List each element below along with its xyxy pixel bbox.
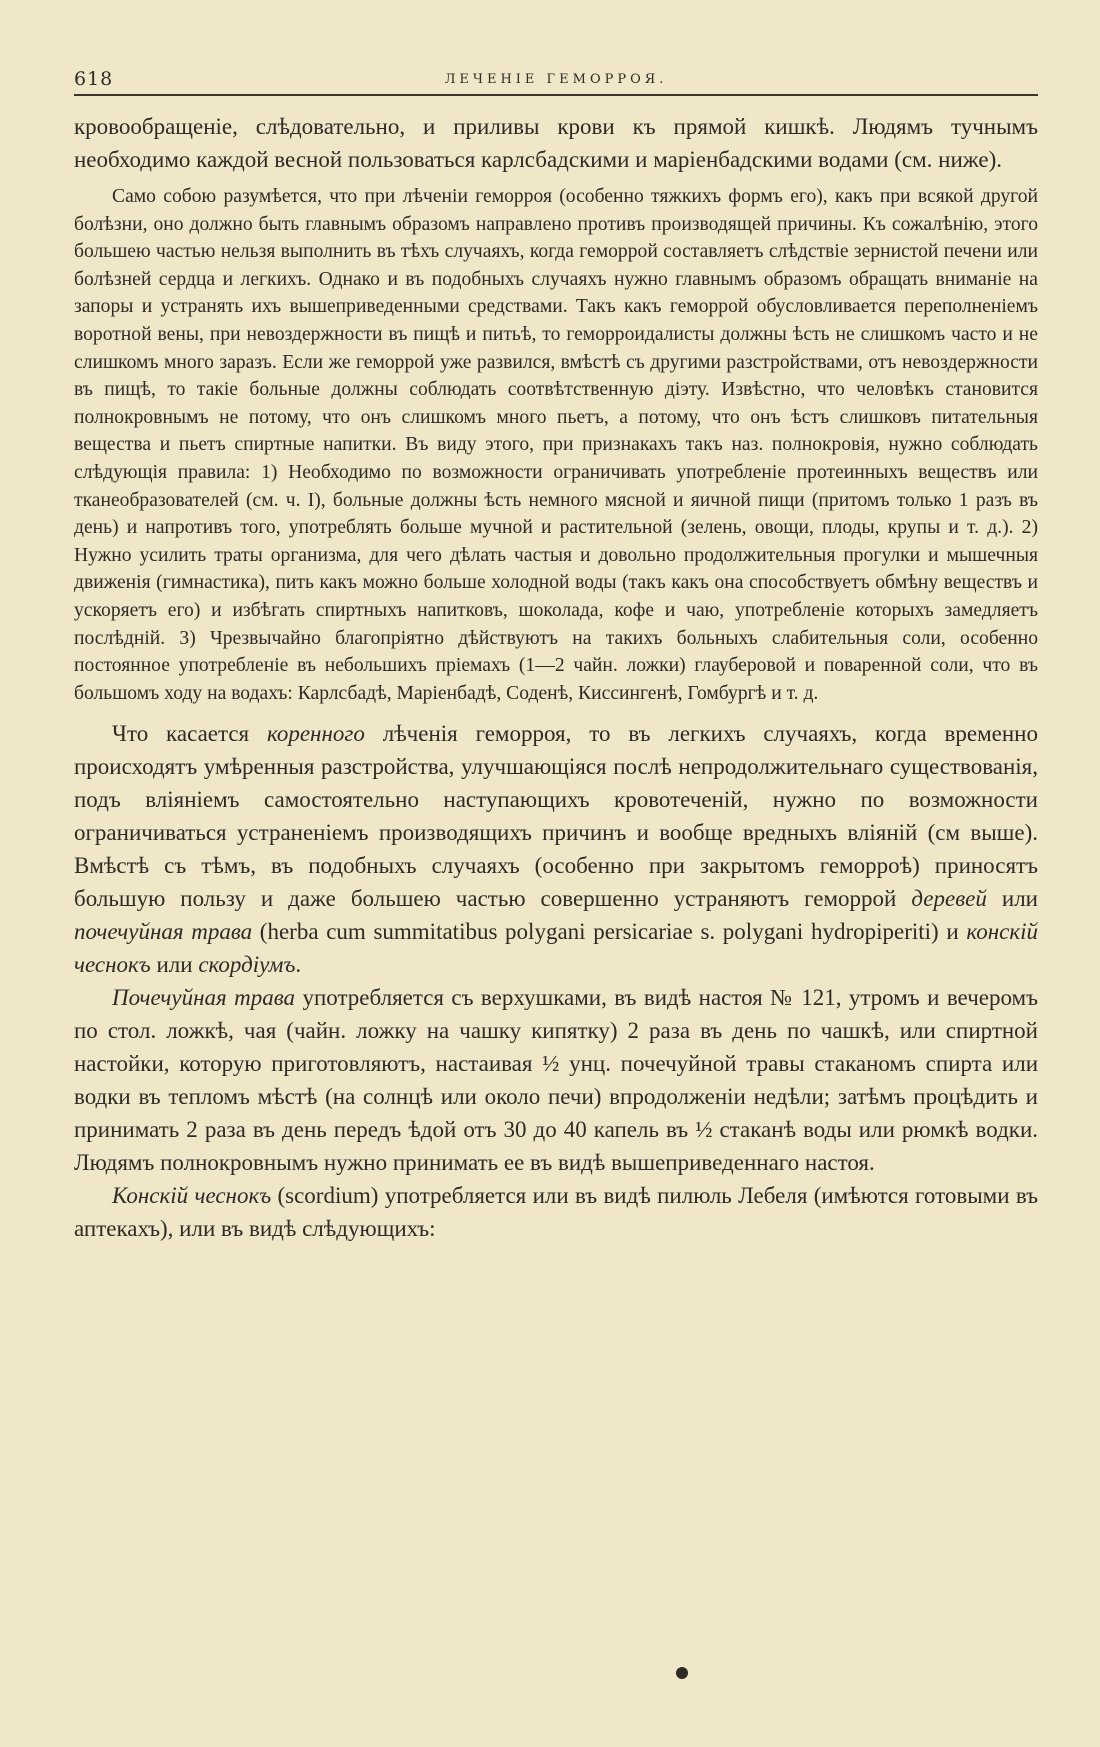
italic-term: Почечуйная трава — [112, 985, 296, 1011]
text-run: или — [150, 952, 199, 978]
italic-term: Конскій чеснокъ — [112, 1183, 272, 1209]
text-run: лѣченія геморроя, то въ легкихъ случаяхъ, когда временно происходятъ умѣренныя разстройства, улучшающіяся послѣ непродолжительнаго существованія, подъ вліяніемъ самостоятельно наступающихъ кровотеченій, нужно по возможности ограничиваться устраненіемъ производящихъ причинъ и вообще вредныхъ вліяній (см выше). Вмѣстѣ съ тѣмъ, въ подобныхъ случаяхъ (особенно при закрытомъ геморроѣ) приносятъ большую пользу и даже большею частью совершенно устраняютъ геморрой — [74, 721, 1038, 912]
paragraph-4 — [74, 981, 1038, 1179]
page-number: 618 — [74, 68, 114, 90]
ink-dot — [676, 1667, 688, 1679]
paragraph-1: кровообращеніе, слѣдовательно, и приливы крови къ прямой кишкѣ. Людямъ тучнымъ необходимо каждой весной пользоваться карлсбадскими и маріенбадскими водами (см. ниже). — [74, 114, 1038, 172]
paragraph-3 — [74, 717, 1038, 981]
italic-term: коренного — [266, 721, 365, 747]
paragraph-2: Само собою разумѣется, что при лѣченіи геморроя (особенно тяжкихъ формъ его), какъ при всякой другой болѣзни, оно должно быть главнымъ образомъ направлено противъ производящей причины. Къ сожалѣнію, этого большею частью нельзя выполнить въ тѣхъ случаяхъ, когда геморрой составляетъ слѣдствіе зернистой печени или болѣзней сердца и легкихъ. Однако и въ подобныхъ случаяхъ нужно главнымъ образомъ обращать вниманіе на запоры и устранять ихъ вышеприведенными средствами. Такъ какъ геморрой обусловливается переполненіемъ воротной вены, при невоздержности въ пищѣ и питьѣ, то геморроидалисты должны ѣсть не слишкомъ часто и не слишкомъ много заразъ. Если же геморрой уже развился, вмѣстѣ съ другими разстройствами, отъ невоздержности въ пищѣ, то такіе больные должны соблюдать соотвѣтственную діэту. Извѣстно, что человѣкъ становится полнокровнымъ не потому, что онъ слишкомъ много пьетъ, а потому, что онъ ѣстъ слишковъ питательныя вещества и пьетъ спиртные напитки. Въ виду этого, при признакахъ такъ наз. полнокровія, нужно соблюдать слѣдующія правила: 1) Необходимо по возможности ограничивать употребленіе протеинныхъ веществъ или тканеобразователей (см. ч. I), больные должны ѣсть немного мясной и яичной пищи (притомъ только 1 разъ въ день) и напротивъ того, употреблять больше мучной и растительной (зелень, овощи, плоды, крупы и т. д.). 2) Нужно усилить траты организма, для чего дѣлать частыя и довольно продолжительныя прогулки и мышечныя движенія (гимнастика), пить какъ можно больше холодной воды (такъ какъ она способствуетъ обмѣну веществъ и ускоряетъ его) и избѣгать спиртныхъ напитковъ, шоколада, кофе и чаю, употребленіе которыхъ замедляетъ послѣдній. 3) Чрезвычайно благопріятно дѣйствуютъ на такихъ больныхъ слабительныя соли, особенно постоянное употребленіе въ небольшихъ пріемахъ (1—2 чайн. ложки) глауберовой и поваренной соли, что въ большомъ ходу на водахъ: Карлсбадѣ, Маріенбадѣ, Соденѣ, Киссингенѣ, Гомбургѣ и т. д. — [74, 186, 1038, 704]
italic-term: конскій чеснокъ — [74, 919, 1038, 978]
text-run: употребляется съ верхушками, въ видѣ настоя № 121, утромъ и вечеромъ по стол. ложкѣ, чая (чайн. ложку на чашку кипятку) 2 раза въ день по чашкѣ, или спиртной настойки, которую приготовляютъ, настаивая ½ унц. почечуйной травы стаканомъ спирта или водки въ тепломъ мѣстѣ (на солнцѣ или около печи) впродолженіи недѣли; затѣмъ процѣдить и принимать 2 раза въ день передъ ѣдой отъ 30 до 40 капель въ ½ стаканѣ воды или рюмкѣ водки. Людямъ полнокровнымъ нужно принимать ее въ видѣ вышеприведеннаго настоя. — [74, 985, 1038, 1176]
text-run: или — [986, 886, 1038, 912]
page-header — [74, 64, 1038, 96]
text-run: (herba cum summitatibus polygani persicariae s. polygani hydropiperiti) и — [252, 919, 967, 945]
paragraph-5 — [74, 1179, 1038, 1245]
text-run: . — [295, 952, 302, 978]
italic-term: скордіумъ — [198, 952, 296, 978]
italic-term: деревей — [911, 886, 987, 912]
text-run: (scordium) употребляется или въ видѣ пилюль Лебеля (имѣются готовыми въ аптекахъ), или въ видѣ слѣдующихъ: — [74, 1183, 1038, 1242]
running-title: ЛЕЧЕНІЕ ГЕМОРРОЯ. — [444, 72, 668, 87]
italic-term: почечуйная трава — [74, 919, 253, 945]
text-run: Что касается — [112, 721, 267, 747]
page-body — [74, 110, 1038, 1640]
